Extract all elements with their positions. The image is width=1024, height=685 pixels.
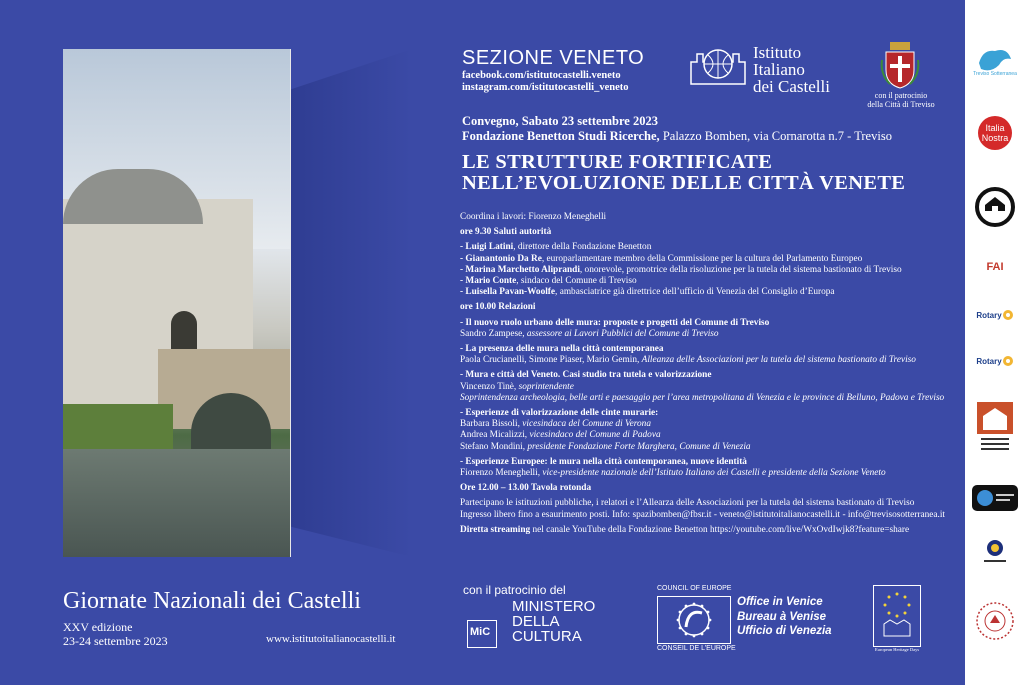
sponsor-sidebar	[965, 0, 1024, 685]
convegno-date: Convegno, Sabato 23 settembre 2023	[462, 114, 658, 128]
castle-gate-photo	[63, 49, 290, 557]
rotary-logo-1: Rotary	[971, 305, 1019, 325]
globe-association-logo-icon	[971, 484, 1019, 512]
conference-title: LE STRUTTURE FORTIFICATE NELL’EVOLUZIONE DELLE CITTÀ VENETE	[462, 151, 906, 194]
saluti-item: - Luisella Pavan-Woolfe, ambasciatrice già direttrice dell’ufficio di Venezia del Consiglio d’Europa	[460, 287, 835, 298]
seal-logo-icon	[971, 596, 1019, 646]
website-link[interactable]: www.istitutoitalianocastelli.it	[266, 633, 396, 645]
relazione-title: - Esperienze di valorizzazione delle cinte murarie:	[460, 408, 659, 419]
partecipano-text: Partecipano le istituzioni pubbliche, i relatori e l’Allearza delle Associazioni per la tutela del sistema bastionato di Treviso	[460, 498, 915, 509]
relazione-title: - Mura e città del Veneto. Casi studio tra tutela e valorizzazione	[460, 370, 712, 381]
saluti-item: - Gianantonio Da Re, europarlamentare membro della Commissione per la cultura del Parlamento Europeo	[460, 253, 863, 264]
program	[460, 212, 960, 536]
convegno-venue: Fondazione Benetton Studi Ricerche, Palazzo Bomben, via Cornarotta n.7 - Treviso	[462, 129, 892, 143]
patrocinio-treviso: con il patrocinio della Città di Treviso	[867, 91, 935, 109]
instagram-link[interactable]: instagram.com/istitutocastelli_veneto	[462, 82, 629, 93]
eu-heritage-caption: European Heritage Days	[874, 647, 920, 652]
associazione-circle-logo-icon	[971, 184, 1019, 230]
rotary-wheel-icon	[1002, 309, 1014, 321]
ministero-name: MINISTERO DELLA CULTURA	[512, 598, 596, 645]
amici-musei-logo-icon	[971, 398, 1019, 458]
relazione-speaker: Andrea Micalizzi, vicesindaco del Comune di Padova	[460, 430, 661, 441]
relazione-speaker: Vincenzo Tinè, soprintendente	[460, 381, 574, 392]
council-of-europe-logo-icon	[657, 596, 731, 644]
coe-bottom-label: CONSEIL DE L’EUROPE	[657, 645, 736, 652]
coe-top-label: COUNCIL OF EUROPE	[657, 585, 732, 592]
streaming-text[interactable]: Diretta streaming nel canale YouTube della Fondazione Benetton https://youtube.com/live/WxOvdIwjk8?feature=share	[460, 524, 910, 535]
treviso-crest-icon	[880, 40, 920, 90]
saluti-item: - Marina Marchetto Aliprandi, onorevole, promotrice della risoluzione per la tutela del sistema bastionato di Treviso	[460, 264, 902, 275]
coe-office: Office in Venice Bureau à Venise Ufficio di Venezia	[737, 596, 832, 637]
relazione-speaker: Sandro Zampese, assessore ai Lavori Pubblici del Comune di Treviso	[460, 328, 719, 339]
relazione-speaker: Stefano Mondini, presidente Fondazione Forte Marghera, Comune di Venezia	[460, 441, 751, 452]
saluti-item: - Mario Conte, sindaco del Comune di Treviso	[460, 276, 637, 287]
ministero-patrocinio: con il patrocinio del	[463, 583, 566, 597]
european-heritage-logo-icon	[873, 585, 921, 647]
fai-logo: FAI	[986, 261, 1004, 273]
relazione-title: - Esperienze Europee: le mura nella città contemporanea, nuove identità	[460, 456, 747, 467]
saluti-heading: ore 9.30 Saluti autorità	[460, 227, 552, 238]
coordina: Coordina i lavori: Fiorenzo Meneghelli	[460, 212, 607, 222]
tavola-heading: Ore 12.00 – 13.00 Tavola rotonda	[460, 483, 592, 494]
lions-logo-icon	[971, 536, 1019, 566]
ingresso-text[interactable]: Ingresso libero fino a esaurimento posti. Info: spazibomben@fbsr.it - veneto@istitutoitalianocastelli.it - info@trevisosotterranea.it	[460, 509, 945, 520]
relazione-speaker: Paola Crucianelli, Simone Piaser, Mario Gemin, Alleanza delle Associazioni per la tutela del sistema bastionato di Treviso	[460, 355, 916, 366]
edizione-info: XXV edizione 23-24 settembre 2023	[63, 620, 168, 648]
istituto-logo-icon	[689, 44, 747, 88]
sponsor-logo-dragon-icon	[971, 40, 1019, 80]
italia-nostra-logo: Italia Nostra	[971, 108, 1019, 158]
mic-label: MiC	[470, 626, 491, 638]
svg-text:Treviso Sotterranea: Treviso Sotterranea	[973, 71, 1017, 77]
relazione-title: - Il nuovo ruolo urbano delle mura: proposte e progetti del Comune di Treviso	[460, 317, 770, 328]
relazione-org: Soprintendenza archeologia, belle arti e paesaggio per l’area metropolitana di Venezia e le province di Belluno, Padova e Treviso	[460, 392, 945, 403]
giornate-title: Giornate Nazionali dei Castelli	[63, 588, 361, 614]
facebook-link[interactable]: facebook.com/istitutocastelli.veneto	[462, 70, 621, 81]
relazione-speaker: Fiorenzo Meneghelli, vice-presidente nazionale dell’Istituto Italiano dei Castelli e presidente della Sezione Veneto	[460, 468, 886, 479]
relazioni-heading: ore 10.00 Relazioni	[460, 302, 536, 313]
relazione-speaker: Barbara Bissoli, vicesindaca del Comune di Verona	[460, 419, 651, 430]
istituto-name: Istituto Italiano dei Castelli	[753, 43, 830, 96]
rotary-logo-2: Rotary	[971, 351, 1019, 371]
relazione-title: - La presenza delle mura nella città contemporanea	[460, 344, 664, 355]
sezione-title: SEZIONE VENETO	[462, 47, 645, 69]
door-edge	[290, 49, 291, 557]
open-door-panel	[290, 49, 412, 557]
rotary-wheel-icon	[1002, 355, 1014, 367]
saluti-item: - Luigi Latini, direttore della Fondazione Benetton	[460, 242, 652, 253]
